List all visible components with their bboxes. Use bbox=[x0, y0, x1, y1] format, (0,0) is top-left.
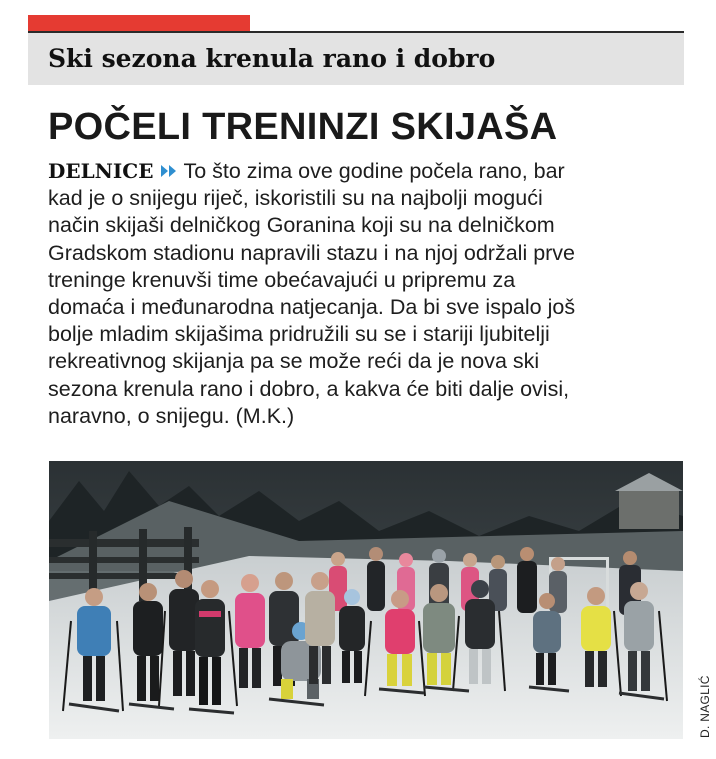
article-line: bolje mladim skijašima pridružili su se i stariji ljubitelji bbox=[48, 322, 550, 347]
article-line bbox=[48, 158, 688, 185]
article-photo bbox=[49, 461, 683, 739]
article-line: treninge krenuvši time obećavajući u pripremu za bbox=[48, 267, 516, 292]
article-body bbox=[48, 158, 688, 430]
article-line-text: To što zima ove godine počela rano, bar bbox=[183, 159, 565, 183]
section-title: Ski sezona krenula rano i dobro bbox=[48, 44, 496, 73]
article-line: kad je o snijegu riječ, iskoristili su na najbolji mogući bbox=[48, 186, 543, 211]
article-line: Gradskom stadionu napravili stazu i na njoj održali prve bbox=[48, 240, 576, 265]
ski-group-photo bbox=[49, 461, 683, 739]
article-line: sezona krenula rano i dobro, a kakva će biti dalje ovisi, bbox=[48, 376, 570, 401]
article-headline: POČELI TRENINZI SKIJAŠA bbox=[48, 106, 558, 148]
section-accent-bar bbox=[28, 15, 250, 31]
photo-credit: D. NAGLIĆ bbox=[698, 675, 712, 738]
article-line: način skijaši delničkog Goranina koji su na delničkom bbox=[48, 213, 555, 238]
article-line: domaća i međunarodna natjecanja. Da bi sve ispalo još bbox=[48, 295, 576, 320]
double-chevron-right-icon bbox=[161, 165, 177, 177]
dateline: DELNICE bbox=[48, 159, 154, 183]
article-line: naravno, o snijegu. (M.K.) bbox=[48, 403, 295, 428]
article-line: rekreativnog skijanja pa se može reći da je nova ski bbox=[48, 349, 540, 374]
